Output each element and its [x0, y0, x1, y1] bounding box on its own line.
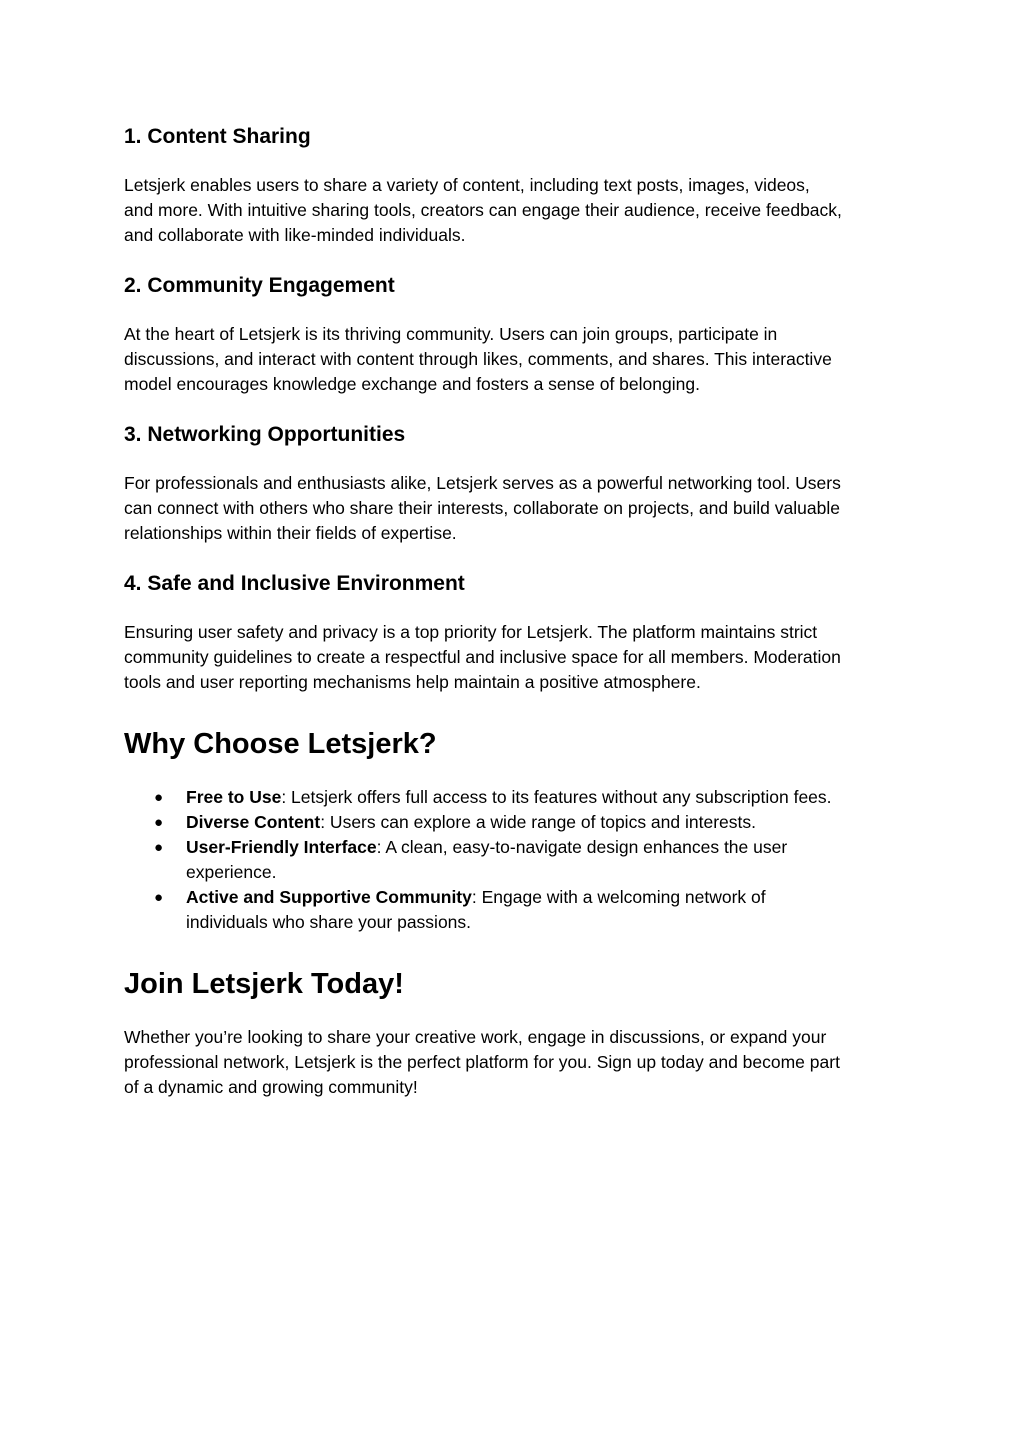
bullet-icon: ● [154, 889, 164, 906]
paragraph-line: model encourages knowledge exchange and fosters a sense of belonging. [124, 374, 700, 394]
paragraph-line: Ensuring user safety and privacy is a top priority for Letsjerk. The platform maintains strict [124, 622, 818, 642]
list-item [124, 810, 904, 835]
list-item [124, 785, 904, 810]
section-heading-content-sharing: 1. Content Sharing [124, 125, 311, 148]
list-item-title: User-Friendly Interface [186, 837, 377, 857]
paragraph-line: Letsjerk enables users to share a variety of content, including text posts, images, videos, [124, 175, 810, 195]
section-paragraph-community-engagement [124, 322, 904, 397]
list-item-text: : Letsjerk offers full access to its features without any subscription fees. [281, 787, 832, 807]
bullet-icon: ● [154, 789, 164, 806]
paragraph-line: of a dynamic and growing community! [124, 1077, 418, 1097]
list-item-text: : Users can explore a wide range of topics and interests. [320, 812, 756, 832]
bullet-icon: ● [154, 814, 164, 831]
section-heading-community-engagement: 2. Community Engagement [124, 274, 395, 297]
section-paragraph-safe-inclusive [124, 620, 904, 695]
section-paragraph-content-sharing [124, 173, 904, 248]
list-item [124, 835, 904, 885]
list-item-continuation: individuals who share your passions. [186, 912, 472, 932]
join-paragraph [124, 1025, 904, 1100]
paragraph-line: and collaborate with like-minded individuals. [124, 225, 466, 245]
why-choose-list [124, 785, 904, 935]
list-item-continuation: experience. [186, 862, 277, 882]
section-heading-safe-inclusive: 4. Safe and Inclusive Environment [124, 572, 465, 595]
list-item [124, 885, 904, 935]
paragraph-line: community guidelines to create a respectful and inclusive space for all members. Moderation [124, 647, 841, 667]
section-paragraph-networking-opportunities [124, 471, 904, 546]
section-heading-networking-opportunities: 3. Networking Opportunities [124, 423, 406, 446]
paragraph-line: and more. With intuitive sharing tools, creators can engage their audience, receive feedback, [124, 200, 842, 220]
list-item-title: Free to Use [186, 787, 282, 807]
paragraph-line: relationships within their fields of expertise. [124, 523, 457, 543]
paragraph-line: can connect with others who share their interests, collaborate on projects, and build valuable [124, 498, 840, 518]
list-item-title: Active and Supportive Community [186, 887, 472, 907]
list-item-text: : Engage with a welcoming network of [471, 887, 766, 907]
paragraph-line: tools and user reporting mechanisms help maintain a positive atmosphere. [124, 672, 701, 692]
paragraph-line: Whether you’re looking to share your creative work, engage in discussions, or expand your [124, 1027, 827, 1047]
paragraph-line: professional network, Letsjerk is the perfect platform for you. Sign up today and become part [124, 1052, 840, 1072]
why-choose-heading: Why Choose Letsjerk? [124, 728, 437, 760]
list-item-text: : A clean, easy-to-navigate design enhances the user [376, 837, 788, 857]
list-item-title: Diverse Content [186, 812, 321, 832]
join-heading: Join Letsjerk Today! [124, 968, 404, 1000]
paragraph-line: discussions, and interact with content through likes, comments, and shares. This interactive [124, 349, 832, 369]
bullet-icon: ● [154, 839, 164, 856]
paragraph-line: At the heart of Letsjerk is its thriving community. Users can join groups, participate in [124, 324, 778, 344]
paragraph-line: For professionals and enthusiasts alike, Letsjerk serves as a powerful networking tool. Users [124, 473, 841, 493]
